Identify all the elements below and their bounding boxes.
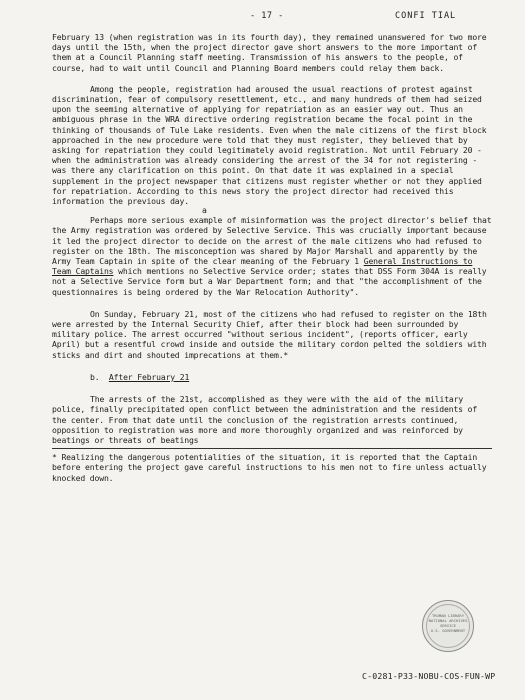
document-body bbox=[52, 32, 492, 483]
section-heading bbox=[52, 372, 492, 382]
paragraph-misinformation-text-1: Perhaps more serious example of misinformation was the project director's belief that the Army registration was ordered by Selective Service. This was crucially important because it led the project director to decide on the arrest of the male citizens who had refused to register on the 18th. The misconception was shared by Major Marshall and apparently by the Army Team Captain in spite of the clear meaning of the February 1 bbox=[52, 215, 492, 267]
stamp-line-4: U.S. GOVERNMENT bbox=[430, 628, 466, 633]
section-letter: b. bbox=[90, 371, 100, 382]
stamp-line-1: TRUMAN LIBRARY bbox=[431, 613, 464, 618]
classification-marking: CONFI TIAL bbox=[395, 11, 457, 21]
section-title: After February 21 bbox=[108, 371, 190, 382]
paragraph-misinformation-text-2: which mentions no Selective Service order; states that DSS Form 304A is really not a Selective Service form but a War Department form; and that "the accomplishment of the questionnaires is being ordered by the War Relocation Authority". bbox=[52, 266, 487, 297]
paragraph-arrests-feb-21: On Sunday, February 21, most of the citizens who had refused to register on the 18th were arrested by the Internal Security Chief, after their block had been surrounded by military police. The arrest occurred "without serious incident", (reports officer, early April) but a resentful crowd inside and outside the military cordon pelted the soldiers with sticks and dirt and shouted imprecations at them.* bbox=[52, 308, 487, 360]
handwritten-marker: a bbox=[202, 205, 207, 216]
paragraph-continuation: February 13 (when registration was in its fourth day), they remained unanswered for two more days until the 15th, when the project director gave short answers to the more important of them at a Council Planning staff meeting. Transmission of his answers to the people, of course, had to wait until Council and Planning Board members could relay them back. bbox=[52, 32, 487, 73]
footnote-divider bbox=[52, 448, 492, 449]
underlined-document-title: General Instructions to Team Captains bbox=[52, 256, 473, 277]
stamp-line-2: NATIONAL ARCHIVES bbox=[428, 618, 468, 623]
paragraph-misinformation bbox=[52, 215, 492, 297]
footnote: * Realizing the dangerous potentialities of the situation, it is reported that the Captain before entering the project gave careful instructions to his men not to fire unless actually knocked down. bbox=[52, 452, 487, 483]
reference-code: C-0281-P33-NOBU-COS-FUN-WP bbox=[362, 671, 496, 681]
stamp-ring bbox=[426, 604, 470, 648]
paragraph-registration-reactions: Among the people, registration had aroused the usual reactions of protest against discrimination, fear of compulsory resettlement, etc., and many hundreds of them had seized upon the seeming alternative of applying for repatriation as an easier way out. Thus an ambiguous phrase in the WRA directive ordering registration became the focal point in the thinking of thousands of Tule Lake residents. Even when the male citizens of the first block approached in the new procedure were told that they must register, they believed that by asking for repatriation they could legitimately avoid registration. Not until February 20 - when the administration was already considering the arrest of the 34 for not registering - was there any clarification on this point. On that date it was explained in a special supplement in the project newspaper that citizens must register whether or not they applied for repatriation. According to this news story the project director had received this information the previous day. bbox=[52, 83, 487, 207]
page-number: - 17 - bbox=[250, 11, 284, 21]
archive-stamp bbox=[422, 600, 474, 652]
paragraph-after-feb-21: The arrests of the 21st, accomplished as they were with the aid of the military police, finally precipitated open conflict between the administration and the residents of the center. From that date until the conclusion of the registration arrests continued, opposition to registration was more and more thoroughly organized and was reinforced by beatings or threats of beatings bbox=[52, 394, 478, 445]
stamp-line-3: SERVICE bbox=[439, 623, 456, 628]
